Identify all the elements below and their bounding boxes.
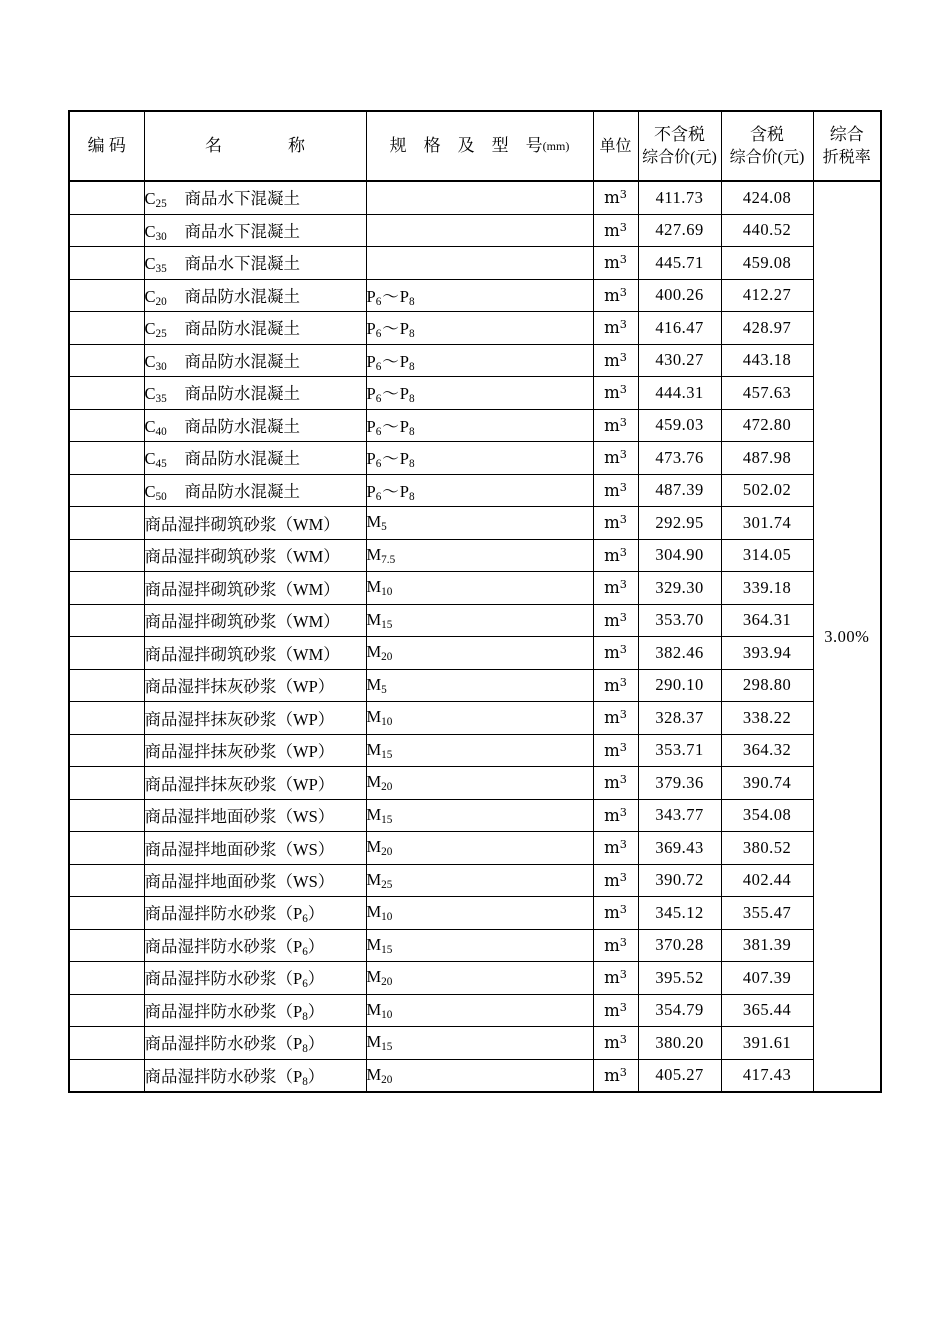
cell-unit: $m^3$	[593, 539, 638, 572]
cell-gross-price: 301.74	[721, 507, 813, 540]
cell-gross-price: 417.43	[721, 1059, 813, 1092]
cell-spec	[366, 572, 593, 605]
cell-unit: $m^3$	[593, 247, 638, 280]
cell-spec	[366, 442, 593, 475]
cell-net-price: 354.79	[638, 994, 721, 1027]
cell-spec	[366, 767, 593, 800]
column-header-gross-price	[721, 111, 813, 181]
cell-unit: $m^3$	[593, 897, 638, 930]
cell-net-price: 329.30	[638, 572, 721, 605]
cell-unit: $m^3$	[593, 442, 638, 475]
cell-name	[144, 734, 366, 767]
header-name-right: 称	[288, 135, 305, 155]
cell-code	[69, 279, 144, 312]
cell-gross-price: 502.02	[721, 474, 813, 507]
spec-value: $M_{10}$	[366, 999, 393, 1021]
cell-unit: $m^3$	[593, 734, 638, 767]
table-row	[69, 637, 881, 670]
table-row	[69, 474, 881, 507]
column-header-net-price	[638, 111, 721, 181]
cell-spec	[366, 247, 593, 280]
cell-code	[69, 377, 144, 410]
material-name: 商品防水混凝土	[184, 481, 300, 501]
table-body	[69, 181, 881, 1092]
table-row	[69, 864, 881, 897]
cell-net-price: 390.72	[638, 864, 721, 897]
cell-net-price: 292.95	[638, 507, 721, 540]
cell-net-price: 400.26	[638, 279, 721, 312]
spec-value: $M_{7.5}$	[366, 544, 396, 566]
spec-value: $M_{20}$	[366, 1064, 393, 1086]
spec-value: $M_{15}$	[366, 934, 393, 956]
cell-code	[69, 864, 144, 897]
cell-gross-price: 487.98	[721, 442, 813, 475]
material-price-table	[68, 110, 882, 1093]
column-header-name	[144, 111, 366, 181]
column-header-spec-unit: (mm)	[542, 138, 570, 153]
table-row	[69, 1059, 881, 1092]
cell-unit: $m^3$	[593, 344, 638, 377]
cell-code	[69, 962, 144, 995]
cell-gross-price: 338.22	[721, 702, 813, 735]
spec-value: $M_5$	[366, 674, 387, 696]
cell-code	[69, 669, 144, 702]
cell-name	[144, 1059, 366, 1092]
material-name: 商品湿拌抹灰砂浆（WP）	[144, 677, 335, 697]
concrete-grade: $C_{20}$	[144, 286, 167, 308]
material-name: 商品湿拌抹灰砂浆（WP）	[144, 742, 335, 762]
material-name: 商品湿拌防水砂浆$(P_6)$	[144, 904, 325, 926]
material-name: 商品湿拌防水砂浆$(P_8)$	[144, 1066, 325, 1088]
cell-code	[69, 767, 144, 800]
cell-code	[69, 1027, 144, 1060]
cell-spec	[366, 929, 593, 962]
column-header-spec-label: 规 格 及 型 号	[389, 135, 543, 155]
material-name: 商品湿拌砌筑砂浆（WM）	[144, 514, 340, 534]
spec-value: $M_{15}$	[366, 804, 393, 826]
material-name: 商品湿拌砌筑砂浆（WM）	[144, 579, 340, 599]
cell-spec	[366, 539, 593, 572]
material-name: 商品湿拌抹灰砂浆（WP）	[144, 709, 335, 729]
table-row	[69, 799, 881, 832]
cell-gross-price: 380.52	[721, 832, 813, 865]
cell-unit: $m^3$	[593, 214, 638, 247]
table-row	[69, 214, 881, 247]
cell-unit: $m^3$	[593, 994, 638, 1027]
cell-spec	[366, 377, 593, 410]
cell-net-price: 369.43	[638, 832, 721, 865]
material-name: 商品防水混凝土	[184, 351, 300, 371]
cell-name	[144, 1027, 366, 1060]
cell-code	[69, 247, 144, 280]
cell-net-price: 395.52	[638, 962, 721, 995]
cell-spec	[366, 864, 593, 897]
header-name-left: 名	[205, 135, 222, 155]
concrete-grade: $C_{30}$	[144, 221, 167, 243]
table-row	[69, 604, 881, 637]
concrete-grade: $C_{50}$	[144, 481, 167, 503]
material-name: 商品防水混凝土	[184, 384, 300, 404]
spec-value: $M_{15}$	[366, 1032, 393, 1054]
table-row	[69, 994, 881, 1027]
spec-value: $M_{15}$	[366, 739, 393, 761]
cell-name	[144, 832, 366, 865]
concrete-grade: $C_{35}$	[144, 384, 167, 406]
header-row	[69, 111, 881, 181]
header-rate-line1: 综合	[829, 124, 864, 144]
cell-name	[144, 929, 366, 962]
cell-net-price: 343.77	[638, 799, 721, 832]
cell-net-price: 444.31	[638, 377, 721, 410]
material-name: 商品湿拌砌筑砂浆（WM）	[144, 612, 340, 632]
cell-unit: $m^3$	[593, 767, 638, 800]
spec-value: $P_6\sim P_8$	[366, 286, 415, 308]
cell-name	[144, 572, 366, 605]
material-name: 商品湿拌地面砂浆（WS）	[144, 807, 335, 827]
material-name: 商品湿拌地面砂浆（WS）	[144, 839, 335, 859]
material-name: 商品水下混凝土	[184, 254, 300, 274]
cell-name	[144, 962, 366, 995]
table-row	[69, 377, 881, 410]
table-row	[69, 734, 881, 767]
cell-gross-price: 412.27	[721, 279, 813, 312]
cell-unit: $m^3$	[593, 409, 638, 442]
cell-spec	[366, 1059, 593, 1092]
column-header-unit-label: 单位	[599, 137, 632, 155]
concrete-grade: $C_{45}$	[144, 449, 167, 471]
table-row	[69, 897, 881, 930]
cell-net-price: 345.12	[638, 897, 721, 930]
cell-spec	[366, 507, 593, 540]
cell-gross-price: 364.32	[721, 734, 813, 767]
cell-code	[69, 181, 144, 214]
cell-spec	[366, 214, 593, 247]
cell-name	[144, 702, 366, 735]
material-name: 商品防水混凝土	[184, 416, 300, 436]
material-name: 商品湿拌砌筑砂浆（WM）	[144, 644, 340, 664]
table-row	[69, 181, 881, 214]
cell-net-price: 353.70	[638, 604, 721, 637]
cell-net-price: 290.10	[638, 669, 721, 702]
cell-spec	[366, 312, 593, 345]
concrete-grade: $C_{25}$	[144, 189, 167, 211]
cell-code	[69, 637, 144, 670]
cell-spec	[366, 799, 593, 832]
cell-code	[69, 474, 144, 507]
cell-net-price: 328.37	[638, 702, 721, 735]
cell-name	[144, 344, 366, 377]
cell-spec	[366, 1027, 593, 1060]
cell-name	[144, 604, 366, 637]
material-name: 商品湿拌抹灰砂浆（WP）	[144, 774, 335, 794]
cell-name	[144, 507, 366, 540]
header-net-line1: 不含税	[654, 124, 705, 144]
cell-spec	[366, 734, 593, 767]
concrete-grade: $C_{35}$	[144, 254, 167, 276]
material-name: 商品防水混凝土	[184, 449, 300, 469]
material-name: 商品湿拌砌筑砂浆（WM）	[144, 547, 340, 567]
table-row	[69, 507, 881, 540]
cell-net-price: 473.76	[638, 442, 721, 475]
column-header-name-label	[205, 136, 305, 155]
cell-gross-price: 402.44	[721, 864, 813, 897]
cell-net-price: 379.36	[638, 767, 721, 800]
table-row	[69, 572, 881, 605]
cell-name	[144, 767, 366, 800]
cell-net-price: 411.73	[638, 181, 721, 214]
cell-unit: $m^3$	[593, 572, 638, 605]
cell-spec	[366, 474, 593, 507]
spec-value: $M_{20}$	[366, 837, 393, 859]
cell-code	[69, 734, 144, 767]
spec-value: $P_6\sim P_8$	[366, 351, 415, 373]
cell-unit: $m^3$	[593, 962, 638, 995]
cell-unit: $m^3$	[593, 279, 638, 312]
table-row	[69, 702, 881, 735]
cell-spec	[366, 637, 593, 670]
spec-value: $M_{10}$	[366, 577, 393, 599]
cell-spec	[366, 604, 593, 637]
cell-name	[144, 247, 366, 280]
header-gross-line1: 含税	[750, 124, 784, 144]
cell-unit: $m^3$	[593, 864, 638, 897]
header-net-line2: 综合价(元)	[642, 148, 717, 166]
cell-unit: $m^3$	[593, 702, 638, 735]
column-header-code-label: 编 码	[87, 135, 126, 155]
cell-spec	[366, 181, 593, 214]
cell-spec	[366, 279, 593, 312]
spec-value: $P_6\sim P_8$	[366, 384, 415, 406]
spec-value: $P_6\sim P_8$	[366, 481, 415, 503]
cell-code	[69, 572, 144, 605]
spec-value: $M_{25}$	[366, 869, 393, 891]
cell-code	[69, 539, 144, 572]
cell-net-price: 427.69	[638, 214, 721, 247]
cell-name	[144, 442, 366, 475]
column-header-unit	[593, 111, 638, 181]
table-row	[69, 1027, 881, 1060]
cell-code	[69, 929, 144, 962]
cell-code	[69, 1059, 144, 1092]
material-name: 商品水下混凝土	[184, 189, 300, 209]
cell-unit: $m^3$	[593, 1059, 638, 1092]
cell-unit: $m^3$	[593, 637, 638, 670]
table-row	[69, 929, 881, 962]
cell-unit: $m^3$	[593, 377, 638, 410]
concrete-grade: $C_{25}$	[144, 319, 167, 341]
table-row	[69, 279, 881, 312]
cell-gross-price: 407.39	[721, 962, 813, 995]
cell-unit: $m^3$	[593, 669, 638, 702]
cell-name	[144, 637, 366, 670]
cell-unit: $m^3$	[593, 181, 638, 214]
cell-unit: $m^3$	[593, 604, 638, 637]
table-row	[69, 832, 881, 865]
cell-gross-price: 440.52	[721, 214, 813, 247]
column-header-spec	[366, 111, 593, 181]
cell-net-price: 370.28	[638, 929, 721, 962]
material-name: 商品湿拌防水砂浆$(P_8)$	[144, 1034, 325, 1056]
cell-code	[69, 344, 144, 377]
table-row	[69, 962, 881, 995]
cell-unit: $m^3$	[593, 1027, 638, 1060]
material-name: 商品湿拌地面砂浆（WS）	[144, 872, 335, 892]
table-row	[69, 539, 881, 572]
cell-net-price: 487.39	[638, 474, 721, 507]
cell-gross-price: 390.74	[721, 767, 813, 800]
cell-gross-price: 381.39	[721, 929, 813, 962]
material-name: 商品防水混凝土	[184, 319, 300, 339]
spec-value: $M_{20}$	[366, 642, 393, 664]
table-row	[69, 767, 881, 800]
spec-value: $P_6\sim P_8$	[366, 449, 415, 471]
cell-name	[144, 181, 366, 214]
cell-spec	[366, 962, 593, 995]
cell-name	[144, 409, 366, 442]
cell-unit: $m^3$	[593, 507, 638, 540]
cell-code	[69, 897, 144, 930]
material-name: 商品湿拌防水砂浆$(P_6)$	[144, 936, 325, 958]
cell-tax-rate: 3.00%	[813, 181, 881, 1092]
cell-gross-price: 443.18	[721, 344, 813, 377]
cell-unit: $m^3$	[593, 474, 638, 507]
cell-code	[69, 409, 144, 442]
cell-name	[144, 474, 366, 507]
table-row	[69, 409, 881, 442]
cell-gross-price: 298.80	[721, 669, 813, 702]
cell-code	[69, 604, 144, 637]
cell-name	[144, 994, 366, 1027]
cell-net-price: 353.71	[638, 734, 721, 767]
column-header-tax-rate	[813, 111, 881, 181]
cell-name	[144, 214, 366, 247]
cell-code	[69, 507, 144, 540]
cell-gross-price: 459.08	[721, 247, 813, 280]
cell-net-price: 416.47	[638, 312, 721, 345]
table-header	[69, 111, 881, 181]
material-name: 商品水下混凝土	[184, 221, 300, 241]
cell-gross-price: 314.05	[721, 539, 813, 572]
cell-gross-price: 428.97	[721, 312, 813, 345]
spec-value: $M_{10}$	[366, 707, 393, 729]
table-row	[69, 247, 881, 280]
cell-code	[69, 442, 144, 475]
cell-name	[144, 799, 366, 832]
cell-unit: $m^3$	[593, 799, 638, 832]
cell-spec	[366, 669, 593, 702]
cell-gross-price: 472.80	[721, 409, 813, 442]
cell-net-price: 430.27	[638, 344, 721, 377]
spec-value: $P_6\sim P_8$	[366, 416, 415, 438]
cell-code	[69, 214, 144, 247]
cell-gross-price: 339.18	[721, 572, 813, 605]
cell-spec	[366, 994, 593, 1027]
spec-value: $M_{10}$	[366, 902, 393, 924]
concrete-grade: $C_{30}$	[144, 351, 167, 373]
spec-value: $M_5$	[366, 512, 387, 534]
cell-spec	[366, 409, 593, 442]
cell-name	[144, 377, 366, 410]
cell-net-price: 405.27	[638, 1059, 721, 1092]
cell-gross-price: 355.47	[721, 897, 813, 930]
cell-gross-price: 457.63	[721, 377, 813, 410]
cell-name	[144, 539, 366, 572]
cell-net-price: 304.90	[638, 539, 721, 572]
cell-name	[144, 279, 366, 312]
cell-net-price: 380.20	[638, 1027, 721, 1060]
spec-value: $M_{20}$	[366, 772, 393, 794]
header-gross-line2: 综合价(元)	[729, 148, 805, 166]
cell-gross-price: 364.31	[721, 604, 813, 637]
cell-spec	[366, 832, 593, 865]
cell-net-price: 382.46	[638, 637, 721, 670]
spec-value: $M_{20}$	[366, 967, 393, 989]
cell-net-price: 459.03	[638, 409, 721, 442]
cell-spec	[366, 702, 593, 735]
cell-code	[69, 832, 144, 865]
header-rate-line2: 折税率	[822, 148, 871, 166]
material-name: 商品防水混凝土	[184, 286, 300, 306]
cell-code	[69, 994, 144, 1027]
cell-name	[144, 864, 366, 897]
cell-gross-price: 365.44	[721, 994, 813, 1027]
spec-value: $M_{15}$	[366, 609, 393, 631]
table-row	[69, 669, 881, 702]
material-name: 商品湿拌防水砂浆$(P_6)$	[144, 969, 325, 991]
cell-net-price: 445.71	[638, 247, 721, 280]
cell-code	[69, 702, 144, 735]
cell-gross-price: 391.61	[721, 1027, 813, 1060]
column-header-code	[69, 111, 144, 181]
price-table-container	[68, 110, 880, 1093]
cell-unit: $m^3$	[593, 929, 638, 962]
cell-spec	[366, 344, 593, 377]
table-row	[69, 312, 881, 345]
material-name: 商品湿拌防水砂浆$(P_8)$	[144, 1001, 325, 1023]
table-row	[69, 344, 881, 377]
cell-code	[69, 799, 144, 832]
cell-unit: $m^3$	[593, 832, 638, 865]
spec-value: $P_6\sim P_8$	[366, 319, 415, 341]
cell-gross-price: 354.08	[721, 799, 813, 832]
cell-name	[144, 897, 366, 930]
table-row	[69, 442, 881, 475]
concrete-grade: $C_{40}$	[144, 416, 167, 438]
cell-unit: $m^3$	[593, 312, 638, 345]
cell-name	[144, 669, 366, 702]
cell-spec	[366, 897, 593, 930]
cell-gross-price: 424.08	[721, 181, 813, 214]
cell-gross-price: 393.94	[721, 637, 813, 670]
cell-name	[144, 312, 366, 345]
cell-code	[69, 312, 144, 345]
